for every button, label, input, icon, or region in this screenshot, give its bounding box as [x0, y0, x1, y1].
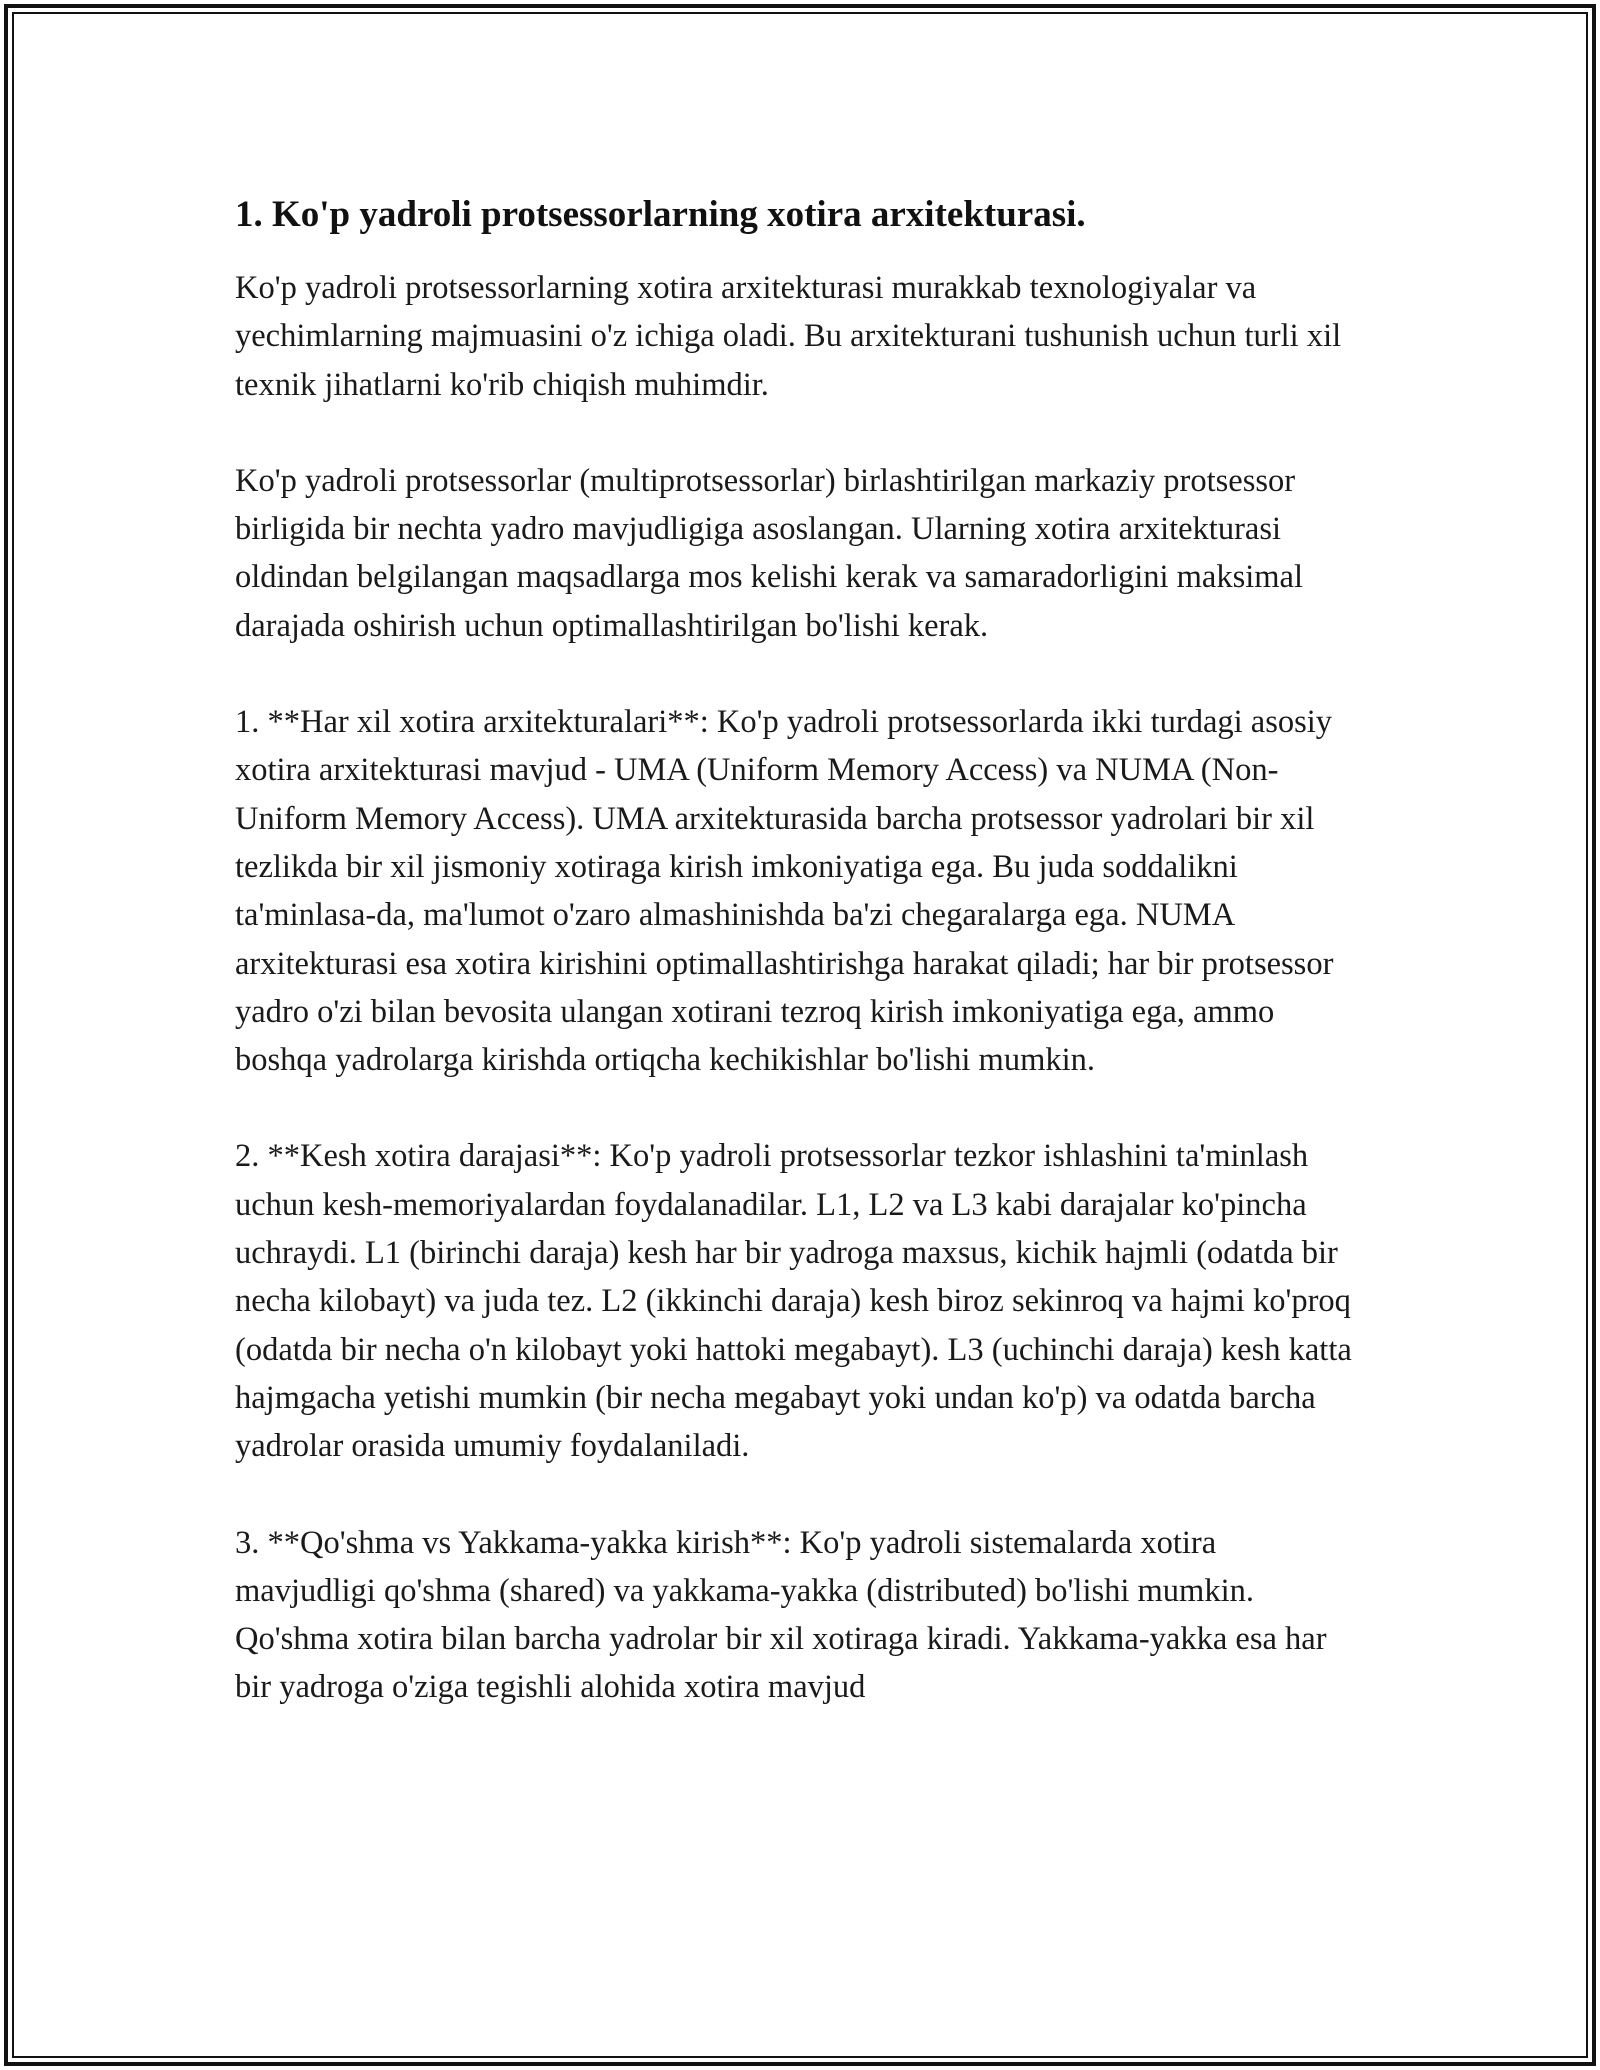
document-body: [235, 186, 1365, 1760]
paragraph-multiprocessors: Ko'p yadroli protsessorlar (multiprotsessorlar) birlashtirilgan markaziy protsessor birligida bir nechta yadro mavjudligiga asoslangan. Ularning xotira arxitekturasi oldindan belgilangan maqsadlarga mos kelishi kerak va samaradorligini maksimal darajada oshirish uchun optimallashtirilgan bo'lishi kerak.: [235, 462, 1304, 644]
paragraph-cache-levels: 2. **Kesh xotira darajasi**: Ko'p yadroli protsessorlar tezkor ishlashini ta'minlash uchun kesh-memoriyalardan foydalanadilar. L1, L2 va L3 kabi darajalar ko'pincha uchraydi. L1 (birinchi daraja) kesh har bir yadroga maxsus, kichik hajmli (odatda bir necha kilobayt) va juda tez. L2 (ikkinchi daraja) kesh biroz sekinroq va hajmi ko'proq (odatda bir necha o'n kilobayt yoki hattoki megabayt). L3 (uchinchi daraja) kesh katta hajmgacha yetishi mumkin (bir necha megabayt yoki undan ko'p) va odatda barcha yadrolar orasida umumiy foydalaniladi.: [235, 1138, 1352, 1465]
paragraph-shared-distributed: 3. **Qo'shma vs Yakkama-yakka kirish**: Ko'p yadroli sistemalarda xotira mavjudligi qo'shma (shared) va yakkama-yakka (distributed) bo'lishi mumkin. Qo'shma xotira bilan barcha yadrolar bir xil xotiraga kiradi. Yakkama-yakka esa har bir yadroga o'ziga tegishli alohida xotira mavjud: [235, 1524, 1327, 1706]
paragraph-memory-architectures: 1. **Har xil xotira arxitekturalari**: Ko'p yadroli protsessorlarda ikki turdagi asosiy xotira arxitekturasi mavjud - UMA (Uniform Memory Access) va NUMA (Non-Uniform Memory Access). UMA arxitekturasida barcha protsessor yadrolari bir xil tezlikda bir xil jismoniy xotiraga kirish imkoniyatiga ega. Bu juda soddalikni ta'minlasa-da, ma'lumot o'zaro almashinishda ba'zi chegaralarga ega. NUMA arxitekturasi esa xotira kirishini optimallashtirishga harakat qiladi; har bir protsessor yadro o'zi bilan bevosita ulangan xotirani tezroq kirish imkoniyatiga ega, ammo boshqa yadrolarga kirishda ortiqcha kechikishlar bo'lishi mumkin.: [235, 704, 1334, 1079]
section-heading: 1. Ko'p yadroli protsessorlarning xotira arxitekturasi.: [235, 194, 1086, 235]
paragraph-intro: Ko'p yadroli protsessorlarning xotira arxitekturasi murakkab texnologiyalar va yechimlarning majmuasini o'z ichiga oladi. Bu arxitekturani tushunish uchun turli xil texnik jihatlarni ko'rib chiqish muhimdir.: [235, 270, 1342, 403]
